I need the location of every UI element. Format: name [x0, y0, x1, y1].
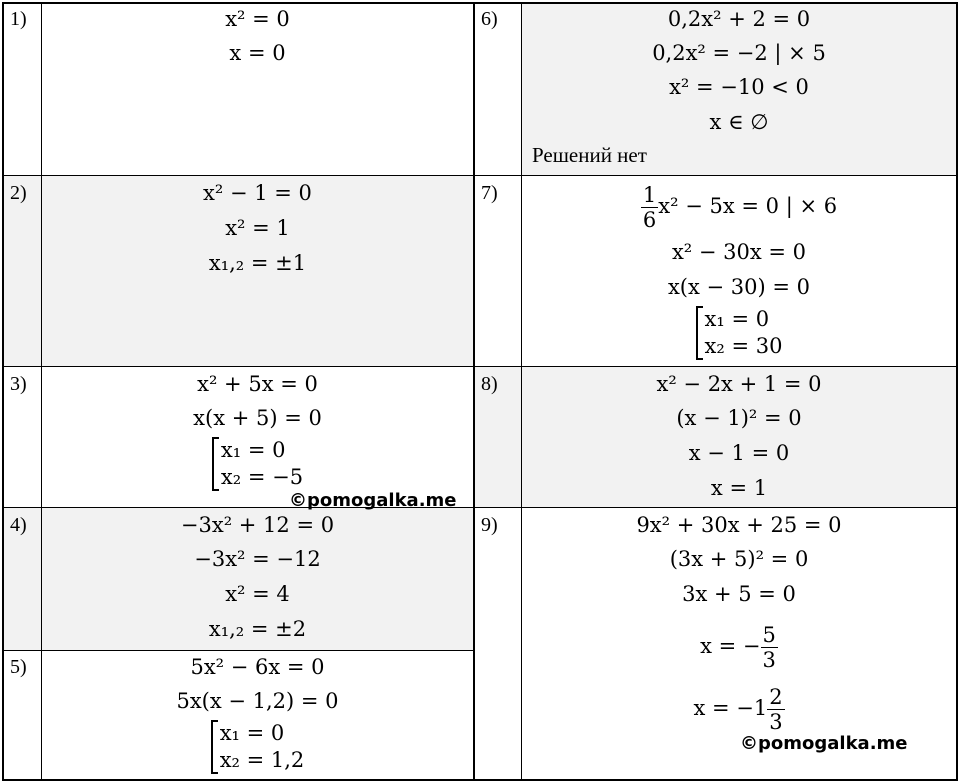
equation-line: x₁,₂ = ±1 [208, 251, 307, 275]
equation-line: x − 1 = 0 [688, 441, 790, 465]
root-system [522, 306, 956, 362]
fraction-line [522, 616, 956, 676]
problem-number-9: 9) [481, 514, 498, 536]
solution-4 [42, 508, 473, 650]
root-line: x₂ = 1,2 [219, 748, 305, 772]
equation-line: (3x + 5)² = 0 [669, 547, 809, 571]
equation-line: x² − 2x + 1 = 0 [656, 372, 822, 396]
border-right [956, 2, 958, 781]
bracket [696, 306, 703, 360]
fraction-prefix: x = −1 [693, 696, 768, 720]
problem-number-3: 3) [10, 373, 27, 395]
equation-line: x₁,₂ = ±2 [208, 617, 307, 641]
border-left [2, 2, 4, 781]
equation-line: (x − 1)² = 0 [676, 406, 802, 430]
solution-7 [522, 176, 956, 366]
equation-line: x(x + 5) = 0 [193, 406, 322, 430]
denominator: 3 [762, 648, 776, 672]
fraction [761, 623, 778, 672]
fraction-prefix: x = − [700, 634, 761, 658]
root-line: x₁ = 0 [220, 438, 286, 462]
equation-line: x² = 0 [225, 7, 290, 31]
root-line: x₂ = −5 [220, 465, 304, 489]
solution-8 [522, 367, 956, 507]
equation-line: 3x + 5 = 0 [682, 582, 796, 606]
denominator: 6 [642, 208, 657, 232]
fraction-line [522, 678, 956, 738]
equation-line: −3x² = −12 [194, 547, 321, 571]
system-lines [705, 306, 783, 360]
solution-1 [42, 0, 473, 175]
solution-5 [42, 650, 473, 780]
equation-line: x² − 1 = 0 [203, 181, 312, 205]
equation-line: x² + 5x = 0 [197, 372, 318, 396]
problem-number-5: 5) [10, 656, 27, 678]
equation-line: 5x² − 6x = 0 [190, 655, 325, 679]
problem-number-6: 6) [481, 8, 498, 30]
equation-line: x = 1 [710, 476, 768, 500]
equation-line: 0,2x² + 2 = 0 [667, 7, 811, 31]
watermark: ©pomogalka.me [740, 733, 908, 754]
system-lines [220, 720, 305, 774]
col-divider-middle [473, 2, 475, 781]
problem-number-7: 7) [481, 182, 498, 204]
equation-line: x(x − 30) = 0 [667, 275, 811, 299]
root-system [42, 437, 473, 493]
problem-number-2: 2) [10, 182, 27, 204]
watermark: ©pomogalka.me [289, 490, 457, 511]
equation-line: −3x² + 12 = 0 [180, 513, 335, 537]
equation-line: 0,2x² = −2 | × 5 [652, 41, 826, 65]
fraction [641, 183, 658, 232]
solution-3 [42, 367, 473, 507]
fraction [767, 685, 784, 734]
numerator: 1 [642, 183, 657, 207]
equation-line: x ∈ ∅ [709, 110, 769, 134]
bracket [212, 437, 219, 491]
equation-line: 5x(x − 1,2) = 0 [176, 689, 339, 713]
root-line: x₂ = 30 [704, 334, 783, 358]
bracket [211, 720, 218, 774]
equation-line: x² = −10 < 0 [669, 75, 809, 99]
root-line: x₁ = 0 [704, 307, 770, 331]
equation-line: x² = 4 [225, 582, 290, 606]
equation-line: x² − 30x = 0 [671, 240, 807, 264]
root-system [42, 720, 473, 776]
system-lines [221, 437, 303, 491]
problem-number-8: 8) [481, 373, 498, 395]
numerator: 5 [762, 623, 776, 647]
problem-number-1: 1) [10, 8, 27, 30]
denominator: 3 [769, 710, 783, 734]
no-solutions-note: Решений нет [532, 143, 647, 167]
equation-line: x = 0 [229, 41, 286, 65]
equation-rest: x² − 5x = 0 | × 6 [658, 194, 838, 218]
fraction-line [522, 176, 956, 236]
problem-number-4: 4) [10, 514, 27, 536]
equation-line: 9x² + 30x + 25 = 0 [636, 513, 842, 537]
root-line: x₁ = 0 [219, 721, 285, 745]
equation-line: x² = 1 [225, 216, 290, 240]
solution-2 [42, 176, 473, 366]
numerator: 2 [769, 685, 783, 709]
